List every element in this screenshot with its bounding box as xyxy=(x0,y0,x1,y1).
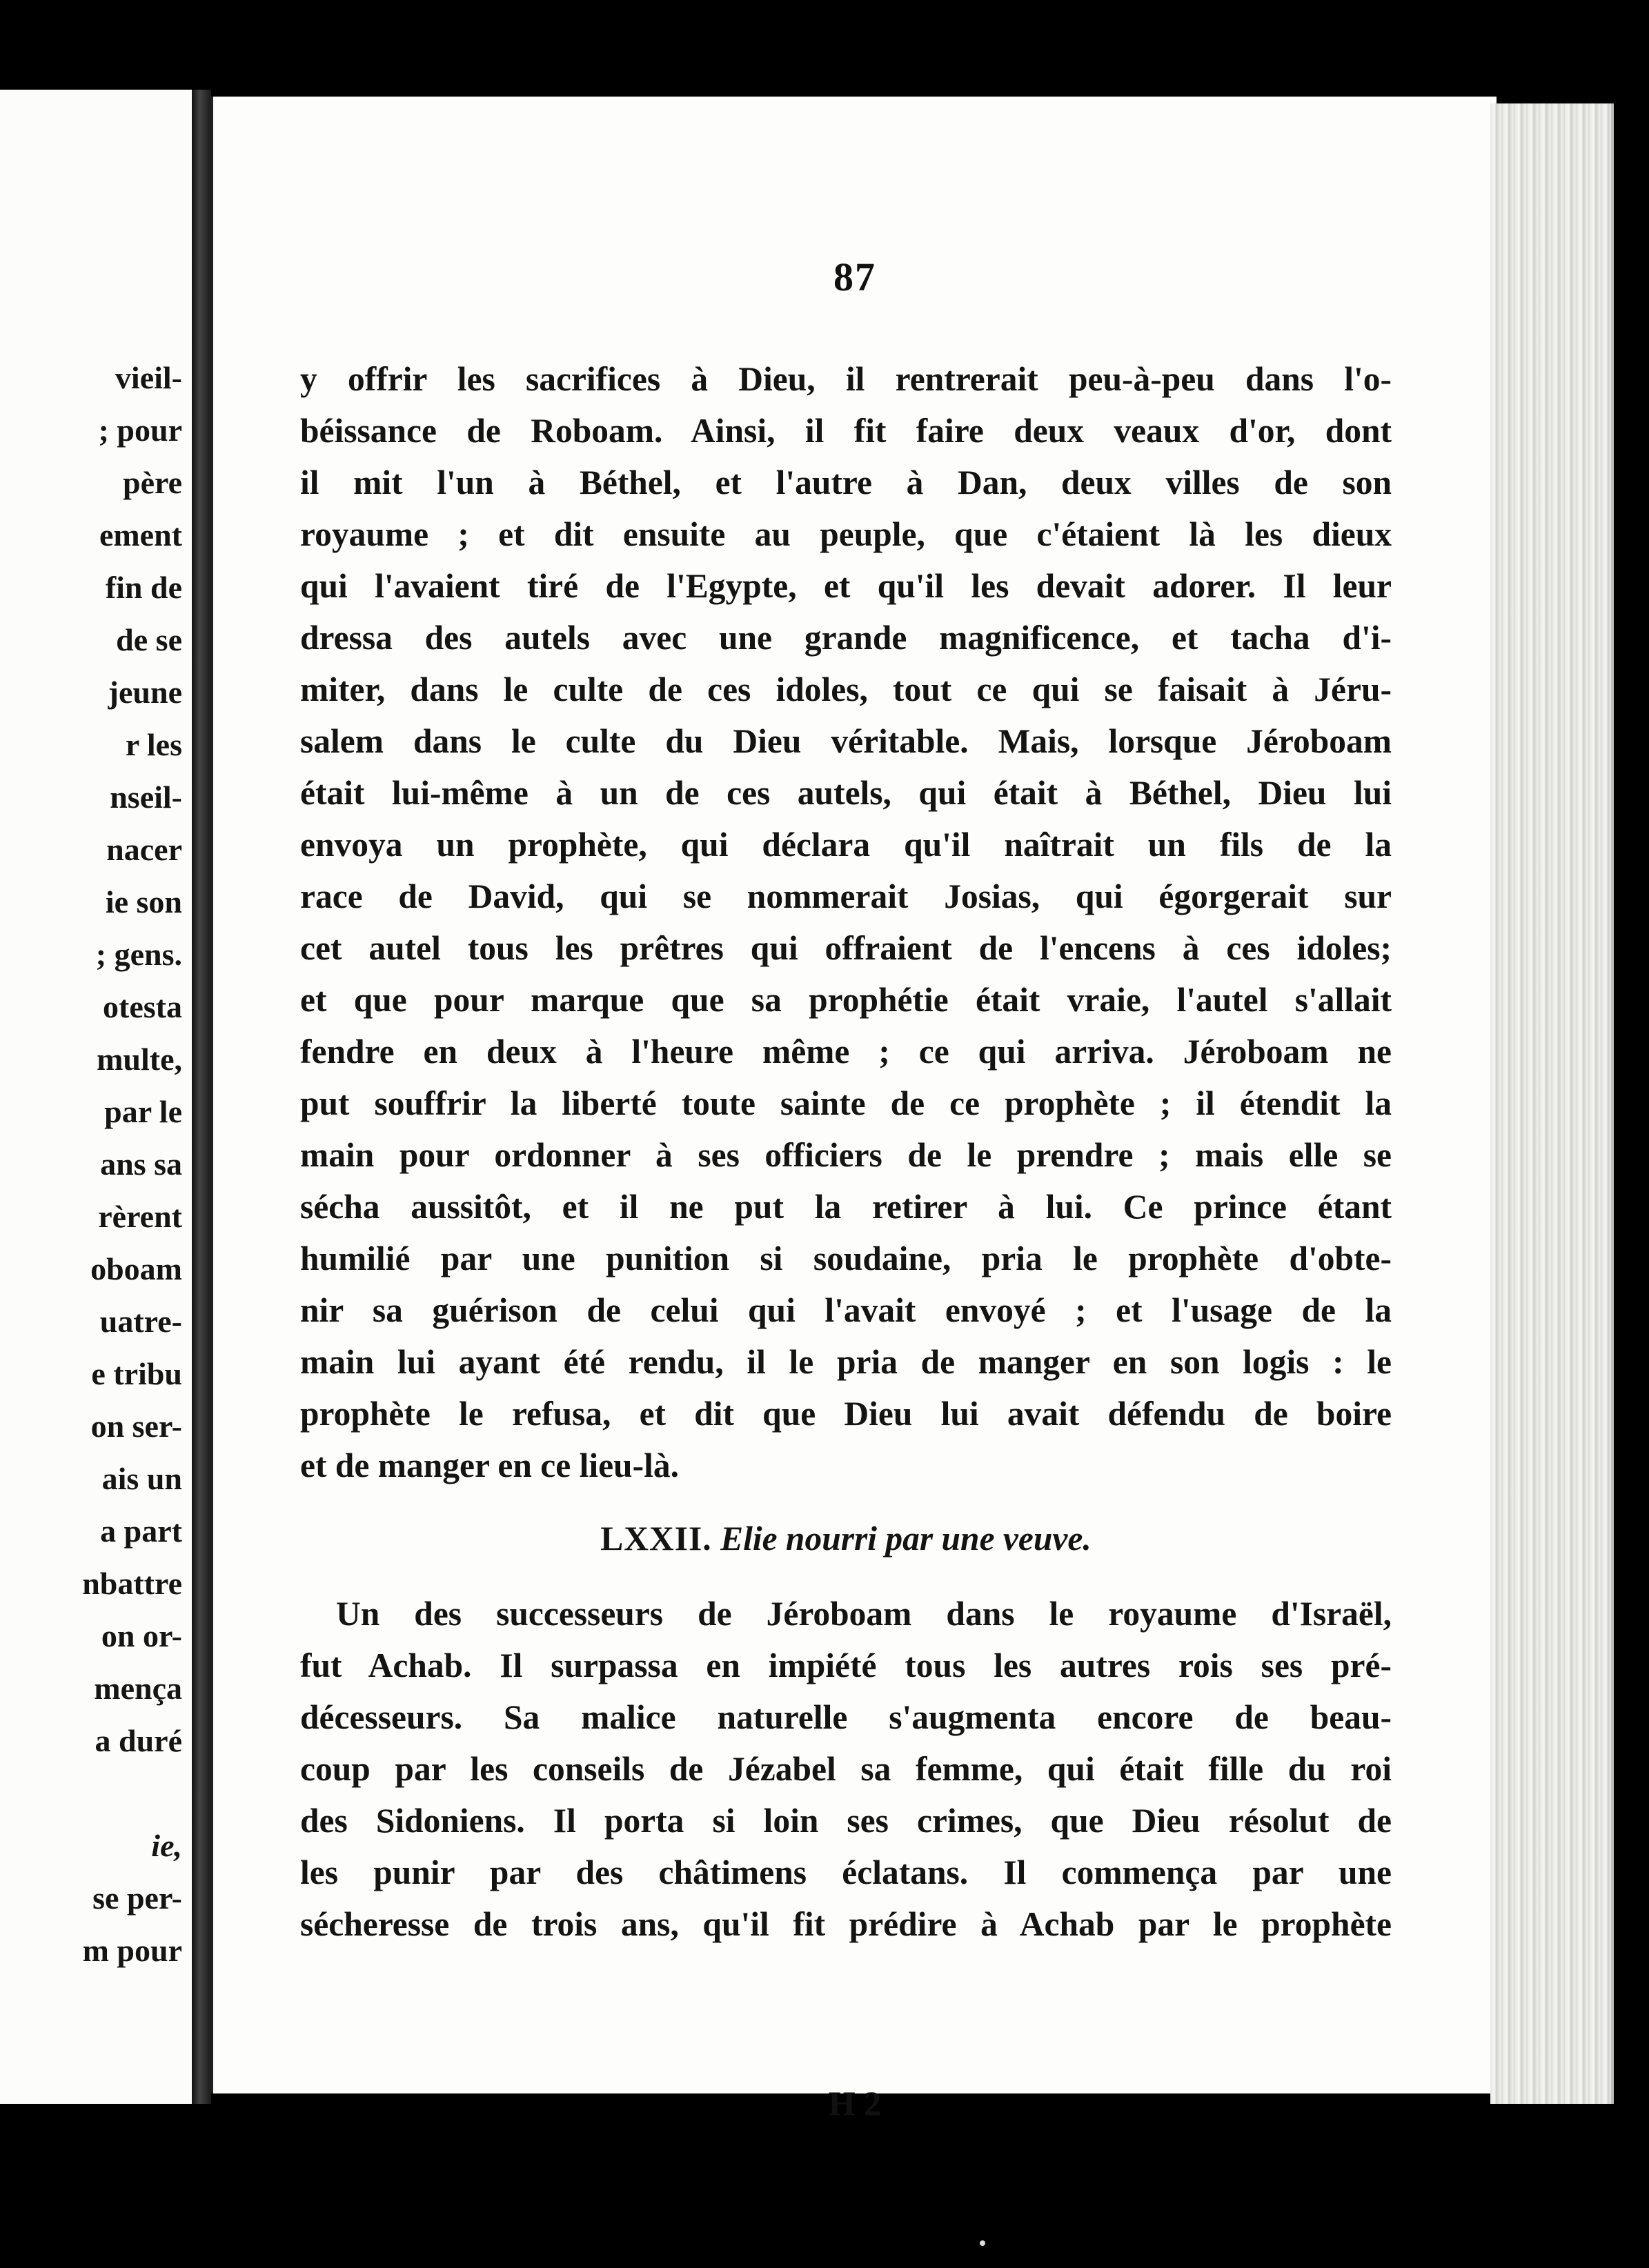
facing-page-line: nacer xyxy=(106,832,182,867)
signature-mark: H 2 xyxy=(828,2084,882,2122)
page-edges xyxy=(1490,103,1614,2104)
main-page xyxy=(211,97,1497,2122)
facing-page-line: ement xyxy=(99,517,182,553)
text-line: Un des successeurs de Jéroboam dans le royaume d'Israël, xyxy=(336,1595,1392,1633)
facing-page-line: ; gens. xyxy=(95,937,182,972)
facing-page-line xyxy=(82,1767,182,1820)
facing-page-line: e tribu xyxy=(91,1356,182,1391)
facing-page-line: mença xyxy=(94,1671,182,1706)
text-line: sécha aussitôt, et il ne put la retirer à lui. Ce prince étant xyxy=(300,1188,1392,1226)
facing-page-line: oboam xyxy=(90,1251,182,1286)
book-gutter xyxy=(192,90,211,2104)
section-number: LXXII. xyxy=(600,1520,712,1558)
text-line: sécheresse de trois ans, qu'il fit prédire à Achab par le prophète xyxy=(300,1905,1392,1943)
text-line: cet autel tous les prêtres qui offraient de l'encens à ces idoles; xyxy=(300,929,1392,967)
facing-page-line: vieil- xyxy=(115,360,182,395)
facing-page-line: a duré xyxy=(95,1723,182,1758)
text-line: qui l'avaient tiré de l'Egypte, et qu'il les devait adorer. Il leur xyxy=(300,567,1392,605)
facing-page-line: ; pour xyxy=(98,412,182,448)
facing-page-line: de se xyxy=(116,622,182,657)
text-line: dressa des autels avec une grande magnificence, et tacha d'i- xyxy=(300,619,1392,657)
section-title: Elie nourri par une veuve. xyxy=(720,1520,1092,1558)
facing-page-line: se per- xyxy=(92,1880,182,1916)
facing-page-line: fin de xyxy=(105,570,182,605)
text-line: main lui ayant été rendu, il le pria de manger en son logis : le xyxy=(300,1343,1392,1381)
text-line: y offrir les sacrifices à Dieu, il rentrerait peu-à-peu dans l'o- xyxy=(300,360,1392,398)
facing-page-line: ie, xyxy=(151,1828,182,1863)
text-line: race de David, qui se nommerait Josias, qui égorgerait sur xyxy=(300,877,1392,915)
facing-page-line: père xyxy=(122,465,182,500)
section-heading xyxy=(300,1498,1392,1575)
text-line: des Sidoniens. Il porta si loin ses crimes, que Dieu résolut de xyxy=(300,1802,1392,1840)
paragraph-2 xyxy=(300,1588,1392,1950)
text-line: il mit l'un à Béthel, et l'autre à Dan, deux villes de son xyxy=(300,464,1392,501)
facing-page-line: multe, xyxy=(97,1042,182,1077)
paragraph-1 xyxy=(300,353,1392,1491)
facing-page-line: ans sa xyxy=(100,1146,182,1182)
facing-page-line: nbattre xyxy=(82,1566,182,1601)
text-line: décesseurs. Sa malice naturelle s'augmenta encore de beau- xyxy=(300,1698,1392,1736)
facing-page xyxy=(0,90,192,2104)
text-line: envoya un prophète, qui déclara qu'il naîtrait un fils de la xyxy=(300,826,1392,864)
facing-page-line: on ser- xyxy=(90,1409,182,1444)
facing-page-line: ie son xyxy=(105,884,182,919)
text-line: humilié par une punition si soudaine, pria le prophète d'obte- xyxy=(300,1240,1392,1277)
facing-page-line: jeune xyxy=(108,675,182,710)
facing-page-text xyxy=(82,352,182,1977)
text-line: main pour ordonner à ses officiers de le prendre ; mais elle se xyxy=(300,1136,1392,1174)
text-line: prophète le refusa, et dit que Dieu lui avait défendu de boire xyxy=(300,1395,1392,1433)
page-number: 87 xyxy=(833,255,876,299)
text-line: fut Achab. Il surpassa en impiété tous les autres rois ses pré- xyxy=(300,1647,1392,1684)
facing-page-line: par le xyxy=(104,1094,182,1129)
text-line: et que pour marque que sa prophétie était vraie, l'autel s'allait xyxy=(300,981,1392,1019)
text-line: et de manger en ce lieu-là. xyxy=(300,1446,679,1484)
facing-page-line: rèrent xyxy=(98,1199,182,1234)
facing-page-line: a part xyxy=(100,1513,182,1549)
text-line: coup par les conseils de Jézabel sa femme, qui était fille du roi xyxy=(300,1750,1392,1788)
facing-page-line: nseil- xyxy=(110,779,182,815)
text-line: fendre en deux à l'heure même ; ce qui arriva. Jéroboam ne xyxy=(300,1033,1392,1071)
text-line: les punir par des châtimens éclatans. Il commença par une xyxy=(300,1853,1392,1891)
scan-speck xyxy=(980,2240,985,2246)
text-line: nir sa guérison de celui qui l'avait envoyé ; et l'usage de la xyxy=(300,1291,1392,1329)
text-line: royaume ; et dit ensuite au peuple, que c'étaient là les dieux xyxy=(300,515,1392,553)
facing-page-line: m pour xyxy=(82,1933,182,1968)
facing-page-line: uatre- xyxy=(99,1304,182,1339)
text-line: salem dans le culte du Dieu véritable. Mais, lorsque Jéroboam xyxy=(300,722,1392,760)
facing-page-line: on or- xyxy=(101,1618,182,1653)
text-line: put souffrir la liberté toute sainte de ce prophète ; il étendit la xyxy=(300,1084,1392,1122)
facing-page-line: r les xyxy=(125,727,182,762)
text-line: béissance de Roboam. Ainsi, il fit faire deux veaux d'or, dont xyxy=(300,412,1392,450)
facing-page-line: otesta xyxy=(103,989,182,1024)
text-line: était lui-même à un de ces autels, qui était à Béthel, Dieu lui xyxy=(300,774,1392,812)
body-text xyxy=(300,353,1392,1950)
text-line: miter, dans le culte de ces idoles, tout ce qui se faisait à Jéru- xyxy=(300,670,1392,708)
facing-page-line: ais un xyxy=(101,1461,182,1496)
